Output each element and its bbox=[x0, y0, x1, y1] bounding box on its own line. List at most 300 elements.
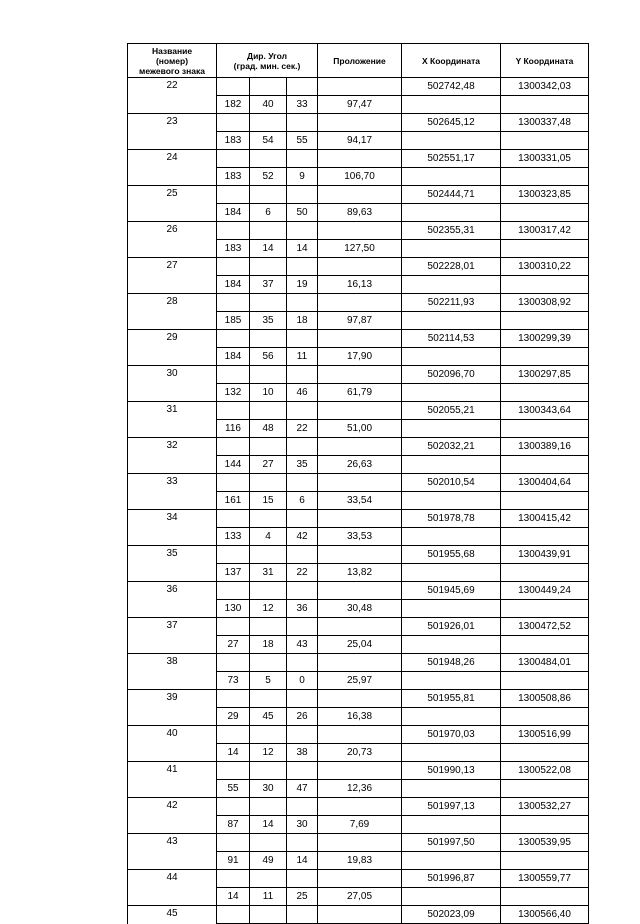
y-coordinate-cell: 1300539,95 bbox=[501, 834, 589, 852]
angle-degrees-cell bbox=[217, 582, 250, 600]
angle-seconds-cell bbox=[287, 186, 318, 204]
table-row bbox=[128, 546, 589, 564]
x-coordinate-cell bbox=[402, 348, 501, 366]
table-row bbox=[128, 348, 589, 366]
y-coordinate-cell: 1300389,16 bbox=[501, 438, 589, 456]
x-coordinate-cell bbox=[402, 456, 501, 474]
point-name-cell bbox=[128, 600, 217, 618]
y-coordinate-cell bbox=[501, 888, 589, 906]
y-coordinate-cell bbox=[501, 204, 589, 222]
x-coordinate-cell: 502096,70 bbox=[402, 366, 501, 384]
y-coordinate-cell bbox=[501, 276, 589, 294]
angle-seconds-cell bbox=[287, 222, 318, 240]
y-coordinate-cell: 1300566,40 bbox=[501, 906, 589, 924]
table-row bbox=[128, 132, 589, 150]
table-row bbox=[128, 852, 589, 870]
angle-seconds-cell: 22 bbox=[287, 564, 318, 582]
angle-minutes-cell: 4 bbox=[250, 528, 287, 546]
y-coordinate-cell: 1300323,85 bbox=[501, 186, 589, 204]
point-name-cell: 23 bbox=[128, 114, 217, 132]
angle-seconds-cell: 26 bbox=[287, 708, 318, 726]
table-body bbox=[128, 78, 589, 924]
distance-cell bbox=[318, 330, 402, 348]
angle-seconds-cell: 33 bbox=[287, 96, 318, 114]
angle-minutes-cell: 56 bbox=[250, 348, 287, 366]
distance-cell bbox=[318, 690, 402, 708]
header-name-line: Название bbox=[151, 45, 193, 56]
point-name-cell: 28 bbox=[128, 294, 217, 312]
distance-cell bbox=[318, 546, 402, 564]
angle-seconds-cell bbox=[287, 798, 318, 816]
header-point-name bbox=[128, 44, 217, 78]
point-name-cell: 40 bbox=[128, 726, 217, 744]
point-name-cell bbox=[128, 492, 217, 510]
angle-degrees-cell: 132 bbox=[217, 384, 250, 402]
distance-cell: 127,50 bbox=[318, 240, 402, 258]
table-row bbox=[128, 834, 589, 852]
angle-seconds-cell: 11 bbox=[287, 348, 318, 366]
y-coordinate-cell bbox=[501, 816, 589, 834]
y-coordinate-cell: 1300484,01 bbox=[501, 654, 589, 672]
table-row bbox=[128, 528, 589, 546]
x-coordinate-cell bbox=[402, 168, 501, 186]
x-coordinate-cell: 502055,21 bbox=[402, 402, 501, 420]
angle-degrees-cell bbox=[217, 762, 250, 780]
table-row bbox=[128, 294, 589, 312]
angle-seconds-cell bbox=[287, 618, 318, 636]
table-row bbox=[128, 492, 589, 510]
distance-cell bbox=[318, 294, 402, 312]
distance-cell bbox=[318, 222, 402, 240]
angle-seconds-cell: 25 bbox=[287, 888, 318, 906]
distance-cell: 19,83 bbox=[318, 852, 402, 870]
angle-degrees-cell: 137 bbox=[217, 564, 250, 582]
distance-cell: 20,73 bbox=[318, 744, 402, 762]
angle-minutes-cell: 27 bbox=[250, 456, 287, 474]
angle-seconds-cell bbox=[287, 150, 318, 168]
x-coordinate-cell: 502228,01 bbox=[402, 258, 501, 276]
angle-seconds-cell: 50 bbox=[287, 204, 318, 222]
angle-minutes-cell: 12 bbox=[250, 600, 287, 618]
table-row bbox=[128, 114, 589, 132]
angle-minutes-cell bbox=[250, 726, 287, 744]
x-coordinate-cell bbox=[402, 204, 501, 222]
y-coordinate-cell: 1300337,48 bbox=[501, 114, 589, 132]
angle-degrees-cell: 27 bbox=[217, 636, 250, 654]
angle-minutes-cell bbox=[250, 78, 287, 96]
angle-degrees-cell: 184 bbox=[217, 348, 250, 366]
header-distance: Проложение bbox=[318, 44, 402, 78]
angle-degrees-cell: 185 bbox=[217, 312, 250, 330]
distance-cell bbox=[318, 114, 402, 132]
angle-minutes-cell bbox=[250, 222, 287, 240]
y-coordinate-cell bbox=[501, 420, 589, 438]
y-coordinate-cell bbox=[501, 132, 589, 150]
x-coordinate-cell bbox=[402, 528, 501, 546]
y-coordinate-cell: 1300522,08 bbox=[501, 762, 589, 780]
angle-minutes-cell: 35 bbox=[250, 312, 287, 330]
x-coordinate-cell: 502742,48 bbox=[402, 78, 501, 96]
x-coordinate-cell bbox=[402, 708, 501, 726]
angle-degrees-cell bbox=[217, 438, 250, 456]
angle-seconds-cell: 14 bbox=[287, 852, 318, 870]
angle-degrees-cell: 183 bbox=[217, 168, 250, 186]
point-name-cell bbox=[128, 132, 217, 150]
angle-minutes-cell: 14 bbox=[250, 816, 287, 834]
angle-degrees-cell bbox=[217, 510, 250, 528]
x-coordinate-cell bbox=[402, 744, 501, 762]
angle-minutes-cell bbox=[250, 366, 287, 384]
point-name-cell bbox=[128, 384, 217, 402]
angle-minutes-cell: 45 bbox=[250, 708, 287, 726]
angle-minutes-cell: 37 bbox=[250, 276, 287, 294]
point-name-cell: 38 bbox=[128, 654, 217, 672]
x-coordinate-cell bbox=[402, 672, 501, 690]
x-coordinate-cell bbox=[402, 492, 501, 510]
angle-minutes-cell: 30 bbox=[250, 780, 287, 798]
y-coordinate-cell: 1300449,24 bbox=[501, 582, 589, 600]
point-name-cell: 39 bbox=[128, 690, 217, 708]
angle-seconds-cell: 14 bbox=[287, 240, 318, 258]
angle-degrees-cell: 87 bbox=[217, 816, 250, 834]
angle-minutes-cell bbox=[250, 870, 287, 888]
distance-cell: 25,04 bbox=[318, 636, 402, 654]
angle-seconds-cell: 30 bbox=[287, 816, 318, 834]
y-coordinate-cell bbox=[501, 744, 589, 762]
angle-seconds-cell bbox=[287, 114, 318, 132]
x-coordinate-cell: 501978,78 bbox=[402, 510, 501, 528]
distance-cell: 97,87 bbox=[318, 312, 402, 330]
angle-degrees-cell: 184 bbox=[217, 276, 250, 294]
distance-cell: 25,97 bbox=[318, 672, 402, 690]
table-row bbox=[128, 204, 589, 222]
distance-cell bbox=[318, 798, 402, 816]
point-name-cell bbox=[128, 744, 217, 762]
angle-minutes-cell bbox=[250, 798, 287, 816]
y-coordinate-cell: 1300331,05 bbox=[501, 150, 589, 168]
point-name-cell: 33 bbox=[128, 474, 217, 492]
angle-degrees-cell bbox=[217, 78, 250, 96]
y-coordinate-cell bbox=[501, 348, 589, 366]
y-coordinate-cell bbox=[501, 528, 589, 546]
x-coordinate-cell bbox=[402, 852, 501, 870]
distance-cell: 16,13 bbox=[318, 276, 402, 294]
angle-seconds-cell bbox=[287, 690, 318, 708]
x-coordinate-cell bbox=[402, 132, 501, 150]
table-row bbox=[128, 510, 589, 528]
point-name-cell: 31 bbox=[128, 402, 217, 420]
angle-degrees-cell: 91 bbox=[217, 852, 250, 870]
table-row bbox=[128, 168, 589, 186]
point-name-cell bbox=[128, 168, 217, 186]
angle-degrees-cell bbox=[217, 726, 250, 744]
angle-degrees-cell: 133 bbox=[217, 528, 250, 546]
angle-seconds-cell: 35 bbox=[287, 456, 318, 474]
angle-minutes-cell bbox=[250, 150, 287, 168]
angle-degrees-cell: 14 bbox=[217, 744, 250, 762]
x-coordinate-cell bbox=[402, 780, 501, 798]
angle-minutes-cell bbox=[250, 258, 287, 276]
y-coordinate-cell: 1300297,85 bbox=[501, 366, 589, 384]
angle-degrees-cell bbox=[217, 546, 250, 564]
distance-cell bbox=[318, 474, 402, 492]
table-row bbox=[128, 402, 589, 420]
x-coordinate-cell: 501997,13 bbox=[402, 798, 501, 816]
angle-degrees-cell bbox=[217, 330, 250, 348]
table-row bbox=[128, 618, 589, 636]
table-row bbox=[128, 798, 589, 816]
angle-seconds-cell: 19 bbox=[287, 276, 318, 294]
distance-cell bbox=[318, 762, 402, 780]
distance-cell: 16,38 bbox=[318, 708, 402, 726]
distance-cell: 61,79 bbox=[318, 384, 402, 402]
distance-cell bbox=[318, 582, 402, 600]
distance-cell: 30,48 bbox=[318, 600, 402, 618]
angle-minutes-cell: 54 bbox=[250, 132, 287, 150]
header-x-coordinate: X Координата bbox=[402, 44, 501, 78]
angle-minutes-cell bbox=[250, 762, 287, 780]
x-coordinate-cell: 501955,68 bbox=[402, 546, 501, 564]
angle-minutes-cell: 6 bbox=[250, 204, 287, 222]
table-row bbox=[128, 906, 589, 924]
x-coordinate-cell bbox=[402, 96, 501, 114]
angle-degrees-cell bbox=[217, 114, 250, 132]
table-row bbox=[128, 276, 589, 294]
distance-cell bbox=[318, 150, 402, 168]
x-coordinate-cell: 502211,93 bbox=[402, 294, 501, 312]
y-coordinate-cell bbox=[501, 636, 589, 654]
angle-degrees-cell: 29 bbox=[217, 708, 250, 726]
x-coordinate-cell bbox=[402, 816, 501, 834]
angle-degrees-cell bbox=[217, 258, 250, 276]
x-coordinate-cell: 502645,12 bbox=[402, 114, 501, 132]
angle-minutes-cell: 40 bbox=[250, 96, 287, 114]
table-row bbox=[128, 762, 589, 780]
y-coordinate-cell bbox=[501, 708, 589, 726]
angle-minutes-cell: 48 bbox=[250, 420, 287, 438]
angle-degrees-cell bbox=[217, 834, 250, 852]
angle-degrees-cell: 144 bbox=[217, 456, 250, 474]
y-coordinate-cell bbox=[501, 456, 589, 474]
table-row bbox=[128, 456, 589, 474]
y-coordinate-cell: 1300516,99 bbox=[501, 726, 589, 744]
distance-cell: 51,00 bbox=[318, 420, 402, 438]
angle-seconds-cell bbox=[287, 402, 318, 420]
y-coordinate-cell: 1300559,77 bbox=[501, 870, 589, 888]
angle-seconds-cell bbox=[287, 294, 318, 312]
y-coordinate-cell: 1300404,64 bbox=[501, 474, 589, 492]
angle-degrees-cell bbox=[217, 870, 250, 888]
point-name-cell bbox=[128, 564, 217, 582]
x-coordinate-cell: 502010,54 bbox=[402, 474, 501, 492]
distance-cell bbox=[318, 618, 402, 636]
table-row bbox=[128, 420, 589, 438]
angle-seconds-cell bbox=[287, 870, 318, 888]
angle-minutes-cell bbox=[250, 510, 287, 528]
angle-seconds-cell: 18 bbox=[287, 312, 318, 330]
angle-seconds-cell bbox=[287, 906, 318, 924]
point-name-cell bbox=[128, 888, 217, 906]
distance-cell: 106,70 bbox=[318, 168, 402, 186]
point-name-cell bbox=[128, 204, 217, 222]
table-row bbox=[128, 744, 589, 762]
angle-seconds-cell bbox=[287, 258, 318, 276]
y-coordinate-cell: 1300343,64 bbox=[501, 402, 589, 420]
y-coordinate-cell: 1300439,91 bbox=[501, 546, 589, 564]
distance-cell bbox=[318, 834, 402, 852]
angle-seconds-cell: 0 bbox=[287, 672, 318, 690]
y-coordinate-cell: 1300472,52 bbox=[501, 618, 589, 636]
y-coordinate-cell bbox=[501, 240, 589, 258]
angle-seconds-cell bbox=[287, 78, 318, 96]
table-row bbox=[128, 816, 589, 834]
x-coordinate-cell: 501996,87 bbox=[402, 870, 501, 888]
point-name-cell: 27 bbox=[128, 258, 217, 276]
distance-cell: 13,82 bbox=[318, 564, 402, 582]
angle-degrees-cell: 14 bbox=[217, 888, 250, 906]
point-name-cell: 41 bbox=[128, 762, 217, 780]
angle-degrees-cell bbox=[217, 186, 250, 204]
point-name-cell bbox=[128, 528, 217, 546]
table-row bbox=[128, 600, 589, 618]
y-coordinate-cell: 1300532,27 bbox=[501, 798, 589, 816]
angle-seconds-cell: 42 bbox=[287, 528, 318, 546]
angle-seconds-cell bbox=[287, 762, 318, 780]
x-coordinate-cell: 501970,03 bbox=[402, 726, 501, 744]
distance-cell: 89,63 bbox=[318, 204, 402, 222]
angle-degrees-cell bbox=[217, 654, 250, 672]
y-coordinate-cell bbox=[501, 852, 589, 870]
header-y-coordinate: Y Координата bbox=[501, 44, 589, 78]
table-row bbox=[128, 672, 589, 690]
x-coordinate-cell bbox=[402, 636, 501, 654]
angle-degrees-cell bbox=[217, 294, 250, 312]
y-coordinate-cell bbox=[501, 564, 589, 582]
angle-seconds-cell bbox=[287, 510, 318, 528]
angle-minutes-cell: 15 bbox=[250, 492, 287, 510]
distance-cell: 26,63 bbox=[318, 456, 402, 474]
distance-cell bbox=[318, 726, 402, 744]
angle-seconds-cell bbox=[287, 546, 318, 564]
angle-minutes-cell bbox=[250, 618, 287, 636]
angle-degrees-cell: 73 bbox=[217, 672, 250, 690]
angle-minutes-cell: 10 bbox=[250, 384, 287, 402]
distance-cell bbox=[318, 906, 402, 924]
angle-degrees-cell: 182 bbox=[217, 96, 250, 114]
angle-seconds-cell: 55 bbox=[287, 132, 318, 150]
distance-cell: 27,05 bbox=[318, 888, 402, 906]
point-name-cell: 24 bbox=[128, 150, 217, 168]
angle-minutes-cell: 31 bbox=[250, 564, 287, 582]
distance-cell: 94,17 bbox=[318, 132, 402, 150]
point-name-cell: 35 bbox=[128, 546, 217, 564]
x-coordinate-cell: 501997,50 bbox=[402, 834, 501, 852]
angle-degrees-cell bbox=[217, 402, 250, 420]
distance-cell: 12,36 bbox=[318, 780, 402, 798]
header-direction-angle bbox=[217, 44, 318, 78]
x-coordinate-cell bbox=[402, 312, 501, 330]
x-coordinate-cell bbox=[402, 600, 501, 618]
y-coordinate-cell: 1300342,03 bbox=[501, 78, 589, 96]
distance-cell bbox=[318, 402, 402, 420]
angle-seconds-cell bbox=[287, 654, 318, 672]
point-name-cell bbox=[128, 276, 217, 294]
point-name-cell: 32 bbox=[128, 438, 217, 456]
table-row bbox=[128, 258, 589, 276]
angle-minutes-cell bbox=[250, 834, 287, 852]
x-coordinate-cell: 501948,26 bbox=[402, 654, 501, 672]
table-row bbox=[128, 582, 589, 600]
table-row bbox=[128, 780, 589, 798]
point-name-cell bbox=[128, 312, 217, 330]
x-coordinate-cell bbox=[402, 384, 501, 402]
x-coordinate-cell: 502355,31 bbox=[402, 222, 501, 240]
point-name-cell: 29 bbox=[128, 330, 217, 348]
angle-seconds-cell: 46 bbox=[287, 384, 318, 402]
table-row bbox=[128, 636, 589, 654]
angle-minutes-cell bbox=[250, 438, 287, 456]
point-name-cell: 36 bbox=[128, 582, 217, 600]
angle-degrees-cell bbox=[217, 798, 250, 816]
point-name-cell bbox=[128, 96, 217, 114]
angle-seconds-cell bbox=[287, 834, 318, 852]
header-name-line: (номер) bbox=[155, 55, 189, 66]
table-row bbox=[128, 654, 589, 672]
angle-seconds-cell bbox=[287, 726, 318, 744]
point-name-cell: 34 bbox=[128, 510, 217, 528]
x-coordinate-cell: 501955,81 bbox=[402, 690, 501, 708]
angle-seconds-cell: 43 bbox=[287, 636, 318, 654]
distance-cell bbox=[318, 654, 402, 672]
y-coordinate-cell bbox=[501, 312, 589, 330]
table-row bbox=[128, 150, 589, 168]
point-name-cell bbox=[128, 636, 217, 654]
x-coordinate-cell bbox=[402, 276, 501, 294]
y-coordinate-cell: 1300317,42 bbox=[501, 222, 589, 240]
x-coordinate-cell bbox=[402, 420, 501, 438]
table-row bbox=[128, 870, 589, 888]
y-coordinate-cell bbox=[501, 492, 589, 510]
y-coordinate-cell bbox=[501, 96, 589, 114]
table-row bbox=[128, 96, 589, 114]
angle-degrees-cell bbox=[217, 474, 250, 492]
angle-minutes-cell bbox=[250, 186, 287, 204]
point-name-cell: 43 bbox=[128, 834, 217, 852]
x-coordinate-cell: 502023,09 bbox=[402, 906, 501, 924]
point-name-cell bbox=[128, 780, 217, 798]
point-name-cell bbox=[128, 348, 217, 366]
angle-degrees-cell bbox=[217, 690, 250, 708]
table-row bbox=[128, 222, 589, 240]
table-row bbox=[128, 312, 589, 330]
angle-degrees-cell bbox=[217, 366, 250, 384]
angle-degrees-cell: 183 bbox=[217, 240, 250, 258]
distance-cell bbox=[318, 438, 402, 456]
angle-minutes-cell: 5 bbox=[250, 672, 287, 690]
angle-minutes-cell bbox=[250, 690, 287, 708]
x-coordinate-cell bbox=[402, 888, 501, 906]
angle-degrees-cell: 130 bbox=[217, 600, 250, 618]
table-row bbox=[128, 330, 589, 348]
y-coordinate-cell: 1300299,39 bbox=[501, 330, 589, 348]
table-row bbox=[128, 690, 589, 708]
point-name-cell bbox=[128, 672, 217, 690]
point-name-cell: 26 bbox=[128, 222, 217, 240]
angle-degrees-cell: 116 bbox=[217, 420, 250, 438]
distance-cell bbox=[318, 186, 402, 204]
table-row bbox=[128, 708, 589, 726]
table-row bbox=[128, 240, 589, 258]
